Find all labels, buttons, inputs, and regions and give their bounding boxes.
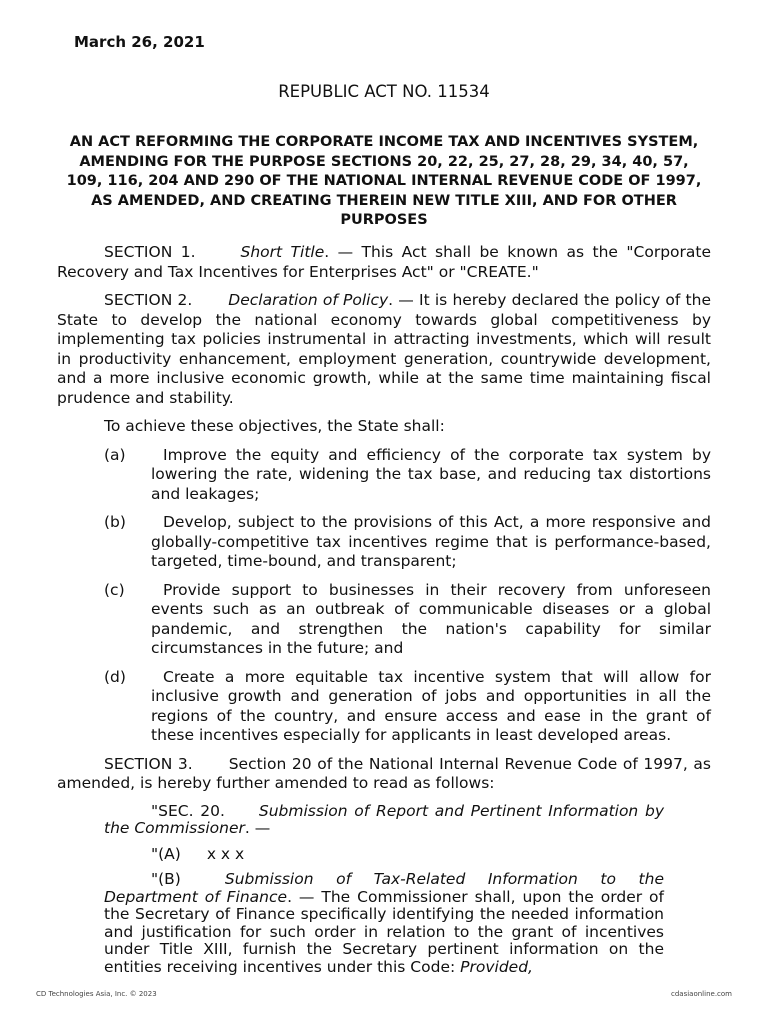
sec-20-a-label: "(A) (151, 844, 181, 863)
list-item (57, 668, 711, 746)
list-item (57, 513, 711, 572)
list-item-text: Develop, subject to the provisions of this Act, a more responsive and globally-competitive tax incentives regime that is performance-based, targeted, time-bound, and transparent; (151, 513, 711, 570)
sec-20-b-tail: Provided, (460, 957, 533, 976)
sec-20-b-text: . — The Commissioner shall, upon the order of the Secretary of Finance specifically identifying the needed information and justification for such order in relation to the grant of incentives under Title XIII, furnish the Secretary pertinent information on the entities receiving incentives under this Code: (104, 887, 664, 976)
list-item (57, 581, 711, 659)
footer-website: cdasiaonline.com (671, 990, 732, 998)
list-item-label: (c) (104, 580, 125, 599)
list-item-label: (b) (104, 513, 126, 531)
act-number: REPUBLIC ACT NO. 11534 (278, 82, 490, 101)
list-item-text: Provide support to businesses in their recovery from unforeseen events such as an outbreak of communicable diseases or a global pandemic, and strengthen the nation's capability for similar circumstances in the future; and (151, 580, 711, 657)
list-item-text: Improve the equity and efficiency of the corporate tax system by lowering the rate, widening the tax base, and reducing tax distortions and leakages; (151, 445, 711, 503)
list-item-label: (a) (104, 445, 126, 464)
objectives-list (57, 446, 711, 746)
section-3 (57, 755, 711, 794)
list-item-label: (d) (104, 667, 126, 686)
document-date: March 26, 2021 (74, 33, 205, 51)
amended-provision (104, 803, 664, 977)
sec-20-dash: . — (244, 819, 271, 837)
sec-20-a (104, 846, 664, 864)
section-1-label: SECTION 1. (104, 243, 196, 261)
section-2-label: SECTION 2. (104, 291, 193, 309)
footer-copyright: CD Technologies Asia, Inc. © 2023 (36, 990, 157, 998)
sec-20-heading (104, 803, 664, 838)
sec-20-title: Submission of Report and Pertinent Information by the Commissioner (104, 801, 664, 837)
sec-20-label: "SEC. 20. (151, 801, 225, 820)
sec-20-a-text: x x x (206, 844, 245, 863)
section-1-heading: Short Title (240, 243, 325, 261)
section-1 (57, 243, 711, 282)
sec-20-b (104, 871, 664, 976)
section-2-heading: Declaration of Policy (228, 291, 389, 309)
section-2-text: . — It is hereby declared the policy of the State to develop the national economy towards global competitiveness by implementing tax policies instrumental in attracting investments, which will result in productivity enhancement, employment generation, countrywide development, and a more inclusive economic growth, while at the same time maintaining fiscal prudence and stability. (57, 291, 711, 407)
act-title: AN ACT REFORMING THE CORPORATE INCOME TAX AND INCENTIVES SYSTEM, AMENDING FOR THE PURPOSE SECTIONS 20, 22, 25, 27, 28, 29, 34, 40, 57, 109, 116, 204 AND 290 OF THE NATIONAL INTERNAL REVENUE CODE OF 1997, AS AMENDED, AND CREATING THEREIN NEW TITLE XIII, AND FOR OTHER PURPOSES (66, 134, 702, 228)
sec-20-b-label: "(B) (151, 870, 181, 888)
document-body (57, 243, 711, 984)
section-1-text: . — This Act shall be known as the "Corporate Recovery and Tax Incentives for Enterprises Act" or "CREATE." (57, 243, 711, 281)
section-2 (57, 291, 711, 408)
section-3-label: SECTION 3. (104, 754, 193, 773)
sec-20-b-heading: Submission of Tax-Related Information to the Department of Finance (104, 870, 664, 906)
section-3-text: Section 20 of the National Internal Revenue Code of 1997, as amended, is hereby further amended to read as follows: (57, 754, 711, 792)
list-item (57, 446, 711, 505)
list-item-text: Create a more equitable tax incentive system that will allow for inclusive growth and generation of jobs and opportunities in all the regions of the country, and ensure access and ease in the grant of these incentives especially for applicants in least developed areas. (151, 667, 711, 744)
section-2-intro: To achieve these objectives, the State shall: (104, 417, 445, 435)
